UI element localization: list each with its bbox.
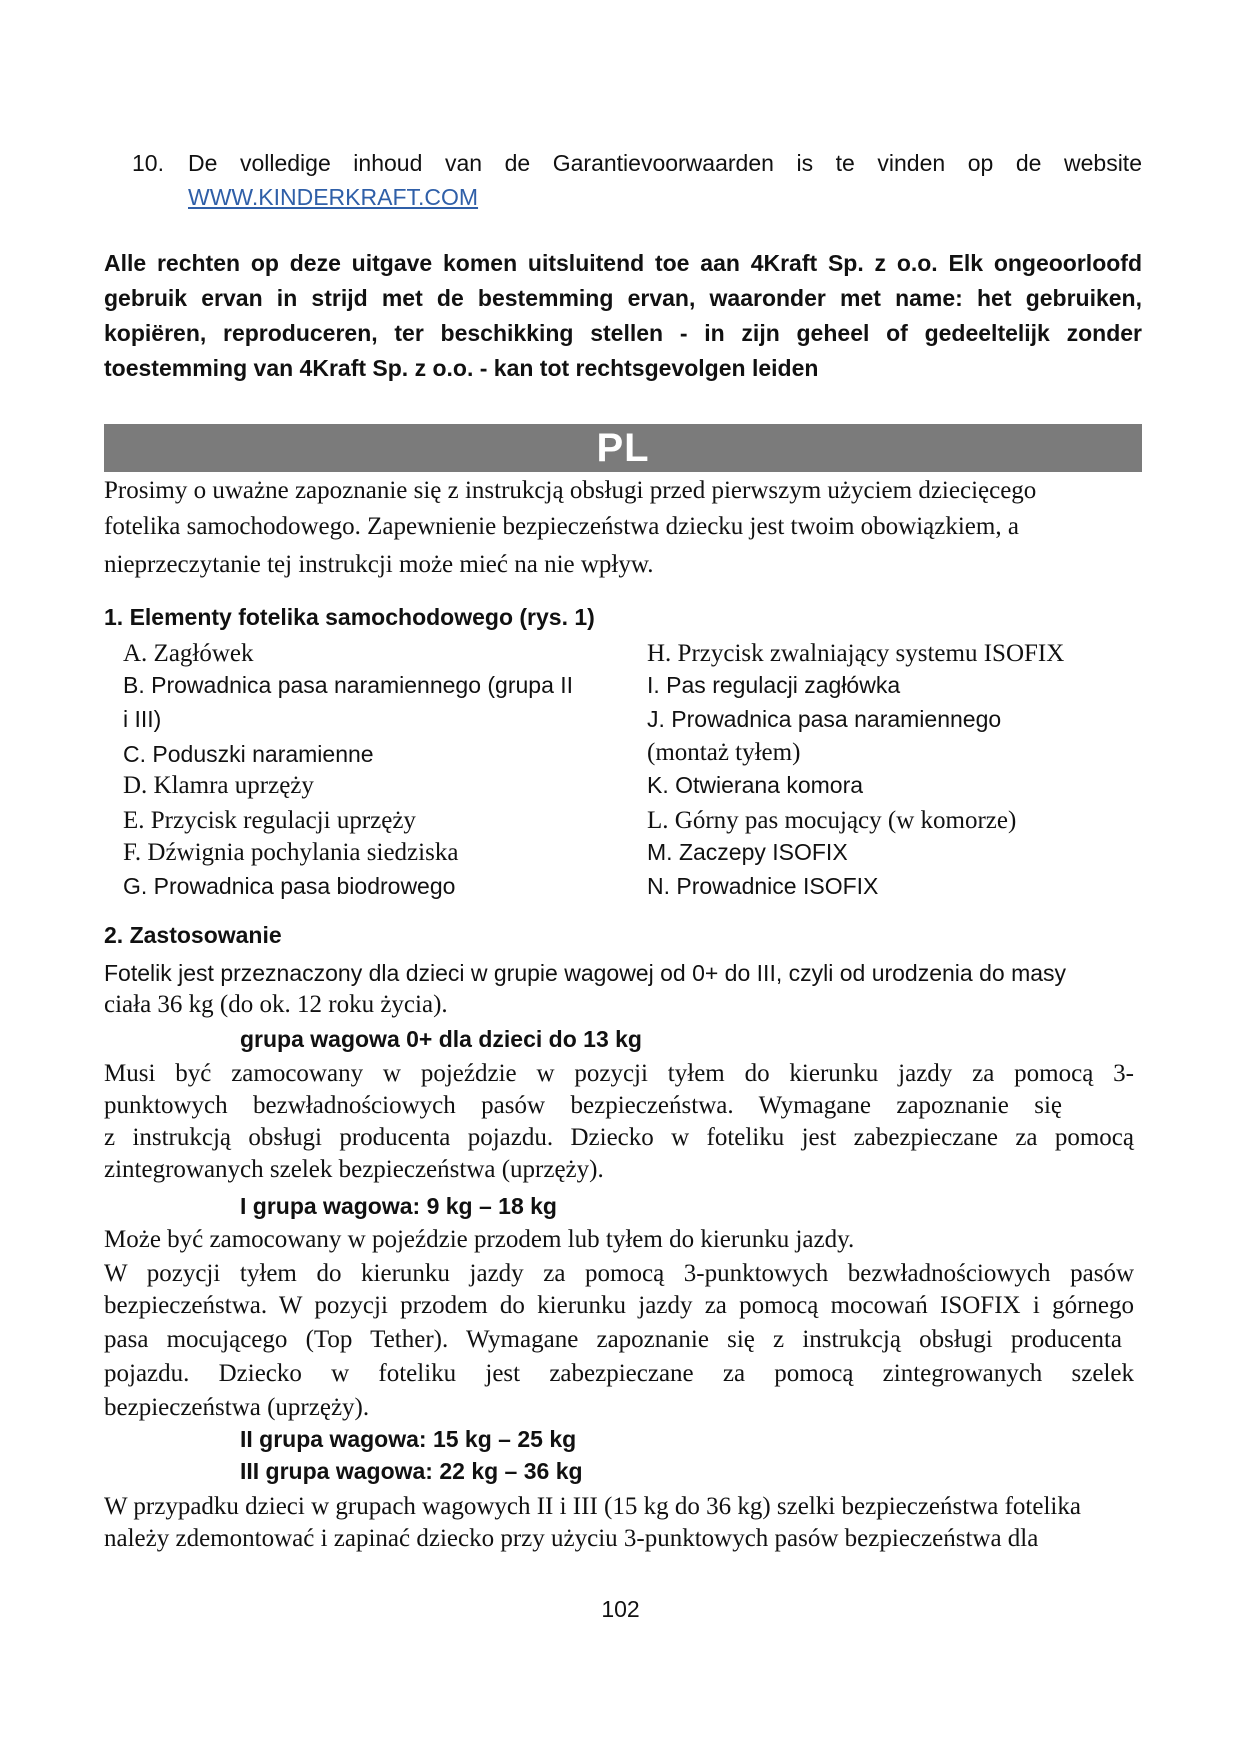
paragraph-line: bezpieczeństwa. W pozycji przodem do kierunku jazdy za pomocą mocowań ISOFIX i górnego — [104, 1292, 1134, 1319]
paragraph-line: W przypadku dzieci w grupach wagowych II i III (15 kg do 36 kg) szelki bezpieczeństwa fotelika — [104, 1493, 1081, 1520]
weight-group-3: III grupa wagowa: 22 kg – 36 kg — [240, 1458, 583, 1484]
paragraph-line: W pozycji tyłem do kierunku jazdy za pomocą 3-punktowych bezwładnościowych pasów — [104, 1260, 1134, 1287]
intro-line: fotelika samochodowego. Zapewnienie bezpieczeństwa dziecku jest twoim obowiązkiem, a — [104, 513, 1019, 540]
element-item: F. Dźwignia pochylania siedziska — [123, 839, 459, 866]
element-item: I. Pas regulacji zagłówka — [647, 672, 901, 698]
paragraph-line: pasa mocującego (Top Tether). Wymagane zapoznanie się z instrukcją obsługi producenta — [104, 1326, 1122, 1353]
element-item: i III) — [123, 706, 162, 732]
language-section-bar — [104, 424, 1142, 472]
list-number: 10. — [132, 150, 164, 176]
element-item: K. Otwierana komora — [647, 772, 864, 798]
paragraph-line: z instrukcją obsługi producenta pojazdu. Dziecko w foteliku jest zabezpieczane za pomocą — [104, 1124, 1134, 1151]
intro-paragraph — [104, 473, 1144, 583]
rights-line: toestemming van 4Kraft Sp. z o.o. - kan tot rechtsgevolgen leiden — [104, 355, 819, 381]
element-item: G. Prowadnica pasa biodrowego — [123, 873, 456, 899]
element-item: (montaż tyłem) — [647, 739, 801, 766]
element-item: N. Prowadnice ISOFIX — [647, 873, 879, 899]
rights-line: gebruik ervan in strijd met de bestemming ervan, waaronder met name: het gebruiken, — [104, 285, 1142, 311]
element-item: L. Górny pas mocujący (w komorze) — [647, 807, 1017, 834]
element-item: M. Zaczepy ISOFIX — [647, 839, 848, 865]
element-item: J. Prowadnica pasa naramiennego — [647, 706, 1002, 732]
paragraph-line: punktowych bezwładnościowych pasów bezpieczeństwa. Wymagane zapoznanie się — [104, 1092, 1062, 1119]
paragraph-line: Musi być zamocowany w pojeździe w pozycji tyłem do kierunku jazdy za pomocą 3- — [104, 1060, 1134, 1087]
intro-line: Prosimy o uważne zapoznanie się z instrukcją obsługi przed pierwszym użyciem dziecięcego — [104, 477, 1037, 504]
section-heading-usage: 2. Zastosowanie — [104, 922, 282, 948]
paragraph-line: pojazdu. Dziecko w foteliku jest zabezpieczane za pomocą zintegrowanych szelek — [104, 1360, 1134, 1387]
element-item: H. Przycisk zwalniający systemu ISOFIX — [647, 640, 1065, 667]
group0-paragraph — [104, 1058, 1134, 1186]
rights-notice — [104, 246, 1142, 386]
usage-line: ciała 36 kg (do ok. 12 roku życia). — [104, 991, 448, 1018]
element-item: C. Poduszki naramienne — [123, 741, 374, 767]
intro-line: nieprzeczytanie tej instrukcji może mieć na nie wpływ. — [104, 551, 654, 578]
group1-paragraph — [104, 1224, 1134, 1424]
group23-paragraph — [104, 1491, 1164, 1555]
paragraph-line: zintegrowanych szelek bezpieczeństwa (uprzęży). — [104, 1156, 604, 1183]
section-heading-elements: 1. Elementy fotelika samochodowego (rys. 1) — [104, 604, 595, 630]
paragraph-line: Może być zamocowany w pojeździe przodem lub tyłem do kierunku jazdy. — [104, 1226, 855, 1253]
rights-line: kopiëren, reproduceren, ter beschikking stellen - in zijn geheel of gedeeltelijk zonder — [104, 320, 1142, 346]
usage-line: Fotelik jest przeznaczony dla dzieci w grupie wagowej od 0+ do III, czyli od urodzenia do masy — [104, 960, 1067, 986]
website-link[interactable]: WWW.KINDERKRAFT.COM — [188, 184, 479, 210]
usage-intro — [104, 957, 1144, 1021]
page-number: 102 — [601, 1596, 640, 1622]
paragraph-line: bezpieczeństwa (uprzęży). — [104, 1394, 370, 1421]
element-item: E. Przycisk regulacji uprzęży — [123, 807, 416, 834]
list-item-text: De volledige inhoud van de Garantievoorwaarden is te vinden op de website — [188, 150, 1142, 176]
weight-group-2: II grupa wagowa: 15 kg – 25 kg — [240, 1426, 577, 1452]
paragraph-line: należy zdemontować i zapinać dziecko przy użyciu 3-punktowych pasów bezpieczeństwa dla — [104, 1525, 1039, 1552]
rights-line: Alle rechten op deze uitgave komen uitsluitend toe aan 4Kraft Sp. z o.o. Elk ongeoorloofd — [104, 250, 1142, 276]
weight-group-0: grupa wagowa 0+ dla dzieci do 13 kg — [240, 1026, 642, 1052]
weight-group-1: I grupa wagowa: 9 kg – 18 kg — [240, 1193, 557, 1219]
element-item: D. Klamra uprzęży — [123, 772, 314, 799]
element-item: B. Prowadnica pasa naramiennego (grupa II — [123, 672, 574, 698]
element-item: A. Zagłówek — [123, 640, 254, 667]
language-label: PL — [596, 425, 650, 470]
